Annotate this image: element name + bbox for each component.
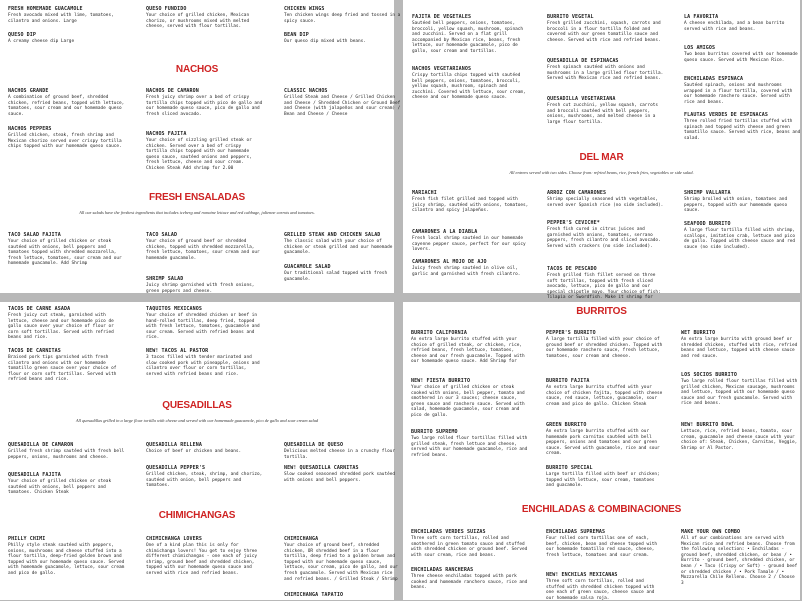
- item-name: QUESADILLA RELLENA: [146, 442, 202, 448]
- menu-item: [546, 330, 664, 359]
- menu-item: [412, 14, 530, 55]
- menu-item: [412, 259, 530, 277]
- item-name: FLAUTAS VERDES DE ESPINACAS: [684, 112, 768, 118]
- item-name: NACHOS VEGETARIANOS: [412, 66, 472, 72]
- item-description: The classic salad with your choice of chicken or steak grilled and our homemade guacamole.: [284, 239, 393, 256]
- item-name: NEW! QUESADILLA CARNITAS: [284, 465, 359, 471]
- menu-page-appetizers: [0, 0, 401, 294]
- menu-item: [146, 442, 264, 455]
- menu-item: [547, 96, 665, 125]
- item-name: QUESO FUNDIDO: [146, 6, 187, 12]
- item-description: An extra large burrito stuffed with your choice of grilled steak, or chicken, rice, refried beans, fresh lettuce, tomatoes, cheese and our fresh guacamole. Topped with our homemade queso sauce. Add Shrimp for: [411, 337, 525, 365]
- item-name: SEAFOOD BURRITO: [684, 221, 731, 227]
- menu-item: [411, 378, 529, 419]
- item-name: ENCHILADAS VERDES SUIZAS: [411, 529, 486, 535]
- menu-item: [684, 112, 802, 141]
- item-name: ENCHILADAS RANCHERAS: [411, 567, 474, 573]
- menu-item: [284, 592, 402, 599]
- item-name: ENCHILADAS SUPREMAS: [546, 529, 606, 535]
- menu-item: [146, 348, 264, 377]
- menu-page-tacos-quesadillas: [0, 302, 398, 600]
- item-name: CHIMICHANGA LOVERS: [146, 536, 202, 542]
- menu-item: [681, 372, 799, 407]
- menu-item: [146, 232, 264, 261]
- item-description: Fresh grilled fish fillet served on three soft tortillas, topped with fresh sliced avocado, lettuce, pico de gallo and our special chipotle mayo. Your choice of fish: Tilapia or Swordfish. Make it shrimp for: [547, 273, 661, 301]
- item-description: Fresh avocado mixed with lime, tomatoes, cilantro and onions. Large: [8, 13, 114, 24]
- item-description: Three soft corn tortillas, rolled and stuffed with shredded chicken topped with one each of green sauce, cheese sauce and our homemade salsa roja.: [546, 579, 655, 601]
- menu-item: [284, 32, 402, 45]
- item-description: Three cheese enchiladas topped with pork cooked and homemade ranchero sauce, rice and beans.: [411, 574, 528, 591]
- item-description: Choice of beef or chicken and beans.: [146, 449, 242, 454]
- section-title-quesadillas: QUESADILLAS: [162, 400, 232, 411]
- item-description: Fresh juicy cut steak, garnished with lettuce, cheese and our homemade pico de gallo sauce over your choice of flour or corn soft tortillas. Served with refried beans and rice.: [8, 313, 114, 341]
- item-name: GRILLED STEAK AND CHICKEN SALAD: [284, 232, 381, 238]
- item-description: Ten chicken wings deep fried and tossed in a spicy sauce.: [284, 13, 401, 24]
- item-name: LOS AMIGOS: [684, 45, 716, 51]
- item-description: Fresh fish cured in citrus juices and garnished with onions, tomatoes, serrano peppers, fresh cilantro and sliced avocado. Served with crackers (no side included).: [547, 227, 661, 249]
- menu-item: [684, 221, 802, 250]
- menu-item: [146, 131, 264, 172]
- item-description: All of our combinations are served with Mexican rice and refried beans. Choose from the following selection: • Enchiladas - ground beef, shredded chicken, or bean / • Burrito - ground beef, shredded chicken, or bean / • Taco (Crispy or Soft) - ground beef or shredded chicken / • Pork Tamale / • Mozzarella Chile Relleno. Choose 2 / Choose 3: [681, 536, 798, 586]
- item-description: A combination of ground beef, shredded chicken, refried beans, topped with lettuce, tomatoes, sour cream and our homemade queso sauce.: [8, 95, 125, 117]
- menu-item: [412, 229, 530, 253]
- menu-item: [546, 529, 664, 558]
- item-description: One of a kind plan this is only for chimichanga lovers! You get to enjoy three different chimichangas - one each of juicy shrimp, ground beef and shredded chicken, topped with our homemade queso sauce and served with rice and refried beans.: [146, 543, 258, 576]
- item-name: TACOS DE CARNITAS: [8, 348, 61, 354]
- item-description: Braised pork tips garnished with fresh cilantro and onions with our homemade tomatillo green sauce over your choice of flour or corn soft tortillas. Served with refried beans and rice.: [8, 355, 117, 383]
- item-name: QUESO DIP: [8, 32, 36, 38]
- item-name: QUESADILLA PEPPER'S: [146, 465, 206, 471]
- item-description: Lettuce, rice, refried beans, tomato, sour cream, guacamole and cheese sauce with your choice of: Steak, Chicken, Carnitas, Veggie, Shrimp or Al Pastor.: [681, 429, 798, 451]
- item-name: BURRITO VEGETAL: [547, 14, 594, 20]
- menu-item: [411, 429, 529, 458]
- item-name: TACO SALAD FAJITA: [8, 232, 61, 238]
- item-name: FRESH HOMEMADE GUACAMOLE: [8, 6, 83, 12]
- item-description: Your choice of ground beef or shredded chicken, topped with shredded mozzarella, fresh lettuce, tomatoes, sour cream and our homemade guacamole.: [146, 239, 260, 261]
- item-description: Two large rolled flour tortillas filled with grilled steak, fresh lettuce and cheese, served with our homemade guacamole, rice and refried beans.: [411, 436, 528, 458]
- item-description: Two large rolled flour tortillas filled with grilled chicken, Mexican sausage, mushrooms and lettuce, topped with our homemade queso sauce and our fresh guacamole. Served with rice and beans.: [681, 379, 798, 407]
- item-name: NEW! FIESTA BURRITO: [411, 378, 471, 384]
- item-description: Your choice of grilled chicken, Mexican chorizo, or mushrooms mixed with melted cheese, served with flour tortillas.: [146, 13, 250, 30]
- item-name: NEW! TACOS AL PASTOR: [146, 348, 209, 354]
- menu-item: [547, 220, 665, 249]
- menu-item: [146, 536, 264, 577]
- item-description: Your choice of shredded chicken or beef in hand-rolled tortillas, deep fried, topped with fresh lettuce, tomatoes, guacamole and sour cream. Served with refried beans and rice.: [146, 313, 260, 341]
- item-description: Three soft corn tortillas, rolled and smothered in green tomato sauce and stuffed with shredded chicken or ground beef. Served with sour cream, rice and beans.: [411, 536, 528, 558]
- item-name: LA FAVORITA: [684, 14, 719, 20]
- menu-item: [146, 6, 264, 30]
- item-description: A large tortilla filled with your choice of ground beef or shredded chicken. Topped with our homemade ranchero sauce, fresh lettuce, tomatoes, sour cream and cheese.: [546, 337, 663, 359]
- menu-item: [284, 442, 402, 460]
- item-name: PHILLY CHIMI: [8, 536, 46, 542]
- menu-item: [8, 88, 126, 117]
- item-description: Fresh fish filet grilled and topped with juicy shrimp, sautéed with onions, tomatoes, cilantro and spicy jalapeños.: [412, 197, 529, 214]
- item-name: BURRITO SPECIAL: [546, 465, 593, 471]
- item-description: Delicious melted cheese in a crunchy flour tortilla.: [284, 449, 396, 460]
- item-description: Fresh local shrimp sautéed in our homemade cayenne pepper sauce, perfect for our spicy lovers.: [412, 236, 526, 253]
- menu-item: [146, 465, 264, 489]
- item-name: NACHOS PEPPERS: [8, 126, 52, 132]
- item-name: SHRIMP VALLARTA: [684, 190, 731, 196]
- menu-item: [284, 264, 402, 282]
- menu-item: [284, 536, 402, 582]
- menu-item: [146, 276, 264, 294]
- menu-item: [284, 465, 402, 483]
- menu-item: [411, 529, 529, 558]
- item-name: QUESADILLA VEGETARIANA: [547, 96, 616, 102]
- item-name: BURRITO CALIFORNIA: [411, 330, 467, 336]
- menu-item: [547, 266, 665, 301]
- item-description: Philly style steak sautéed with peppers, onions, mushrooms and cheese stuffed into a flour tortilla, deep-fried golden brown and topped with our homemade queso sauce. Served with homemade guacamole, lettuce, sour cream and pico de gallo.: [8, 543, 125, 576]
- item-description: Juicy shrimp garnished with fresh onions, green peppers and cheese.: [146, 283, 255, 294]
- item-description: Fresh spinach sautéed with onions and mushrooms in a large grilled flour tortilla. Served with Mexican rice and refried beans.: [547, 65, 664, 82]
- section-title-nachos: NACHOS: [175, 64, 219, 75]
- item-description: Grilled fresh shrimp sautéed with fresh bell peppers, onions, mushrooms and cheese.: [8, 449, 125, 460]
- item-description: Our traditional salad topped with fresh guacamole.: [284, 271, 388, 282]
- menu-item: [8, 442, 126, 460]
- item-name: CHIMICHANGA: [284, 536, 319, 542]
- item-name: GUACAMOLE SALAD: [284, 264, 331, 270]
- menu-item: [412, 66, 530, 101]
- menu-page-burritos-enchiladas: [403, 302, 800, 600]
- item-description: Shrimp specially seasoned with vegetables, served over Spanish rice (no side included).: [547, 197, 664, 208]
- item-description: An extra large burrito stuffed with our homemade pork carnitas sautéed with bell peppers, onions and tomatoes and our green sauce. Served with guacamole, rice and sour cream.: [546, 429, 660, 457]
- menu-item: [411, 330, 529, 365]
- menu-item: [284, 232, 402, 256]
- item-name: WET BURRITO: [681, 330, 716, 336]
- item-name: QUESADILLA FAJITA: [8, 472, 61, 478]
- item-description: Crispy tortilla chips topped with sautéed bell peppers, onions, tomatoes, broccoli, yellow squash, mushroom, spinach and zucchini. Covered with lettuce, sour cream, cheese and our homemade queso sauce.: [412, 73, 526, 101]
- item-name: SHRIMP SALAD: [146, 276, 184, 282]
- item-description: Four rolled corn tortillas one of each, beef, chicken, bean and cheese topped with our homemade tomatillo red sauce, cheese, fresh lettuce, tomatoes and sour cream.: [546, 536, 658, 558]
- item-name: QUESADILLA DE QUESO: [284, 442, 344, 448]
- item-name: CLASSIC NACHOS: [284, 88, 328, 94]
- menu-item: [546, 378, 664, 407]
- item-name: NEW! BURRITO BOWL: [681, 422, 734, 428]
- item-name: NACHOS FAJITA: [146, 131, 187, 137]
- menu-item: [8, 348, 126, 383]
- item-name: TACOS DE PESCADO: [547, 266, 597, 272]
- item-description: A creamy cheese dip Large: [8, 39, 75, 44]
- item-description: Grilled chicken, steak, fresh shrimp and Mexican chorizo served over crispy tortilla chips topped with our homemade queso sauce.: [8, 133, 122, 150]
- item-description: Your choice of grilled chicken or steak sautéed with onions, bell peppers and tomatoes topped with shredded mozzarella, fresh lettuce, tomatoes, sour cream and our homemade guacamole. Add Shrimp: [8, 239, 122, 267]
- item-name: CAMARONES AL MOJO DE AJO: [412, 259, 487, 265]
- menu-item: [681, 529, 799, 586]
- section-title-del-mar: DEL MAR: [579, 152, 624, 163]
- section-title-chimichangas: CHIMICHANGAS: [158, 510, 236, 521]
- section-subtitle: All entrees served with two sides. Choose from: refried beans, rice, french fries, vegetables or side salad.: [509, 170, 694, 175]
- item-name: QUESADILLA DE CAMARON: [8, 442, 74, 448]
- item-name: CHIMICHANGA TAPATIO: [284, 592, 344, 598]
- item-name: PEPPER'S CEVICHE*: [547, 220, 600, 226]
- item-description: Grilled chicken, steak, shrimp, and chorizo, sautéed with onion, bell peppers and tomatoes.: [146, 472, 263, 489]
- item-description: Two bean burritos covered with our homemade queso sauce. Served with Mexican Rice.: [684, 52, 798, 63]
- item-name: TACOS DE CARNE ASADA: [8, 306, 71, 312]
- item-name: FAJITA DE VEGETALES: [412, 14, 472, 20]
- item-description: Sautéed bell peppers, onions, tomatoes, broccoli, yellow squash, mushroom, spinach and zucchini. Served on a flat grill accompanied by Mexican rice, beans, fresh lettuce, our homemade guacamole, pico de gallo, sour cream and tortillas.: [412, 21, 524, 54]
- item-description: Shrimp broiled with onion, tomatoes and peppers, topped with our homemade queso sauce.: [684, 197, 788, 214]
- menu-item: [547, 190, 665, 208]
- menu-item: [681, 422, 799, 451]
- menu-item: [284, 6, 402, 24]
- item-description: Our queso dip mixed with beans.: [284, 39, 366, 44]
- item-name: BURRITO FAJITA: [546, 378, 590, 384]
- item-description: Large tortilla filled with beef or chicken; topped with lettuce, sour cream, tomatoes and guacamole.: [546, 472, 660, 489]
- item-description: A large flour tortilla filled with shrimp, scallops, imitation crab, lettuce and pico de gallo. Topped with cheese sauce and red sauce (no side included).: [684, 228, 796, 250]
- menu-item: [547, 14, 665, 43]
- section-title-ensaladas: FRESH ENSALADAS: [149, 192, 245, 203]
- item-description: Fresh cut zucchini, yellow squash, carrots and broccoli sautéed with bell peppers, onions, mushrooms, and melted cheese in a large flour tortilla.: [547, 103, 659, 125]
- item-name: BEAN DIP: [284, 32, 309, 38]
- menu-item: [146, 88, 264, 117]
- item-description: A cheese enchilada, and a bean burrito served with rice and beans.: [684, 21, 785, 32]
- menu-item: [411, 567, 529, 591]
- menu-item: [412, 190, 530, 214]
- menu-item: [8, 232, 126, 267]
- item-name: TACO SALAD: [146, 232, 178, 238]
- menu-item: [8, 6, 126, 24]
- item-name: ARROZ CON CAMARONES: [547, 190, 607, 196]
- item-name: NACHOS DE CAMARON: [146, 88, 199, 94]
- menu-item: [681, 330, 799, 359]
- item-description: 3 tacos filled with tender marinated and slow cooked pork with pineapple, onions and cilantro over flour or corn tortillas, served with refried beans and rice.: [146, 355, 260, 377]
- menu-item: [684, 45, 802, 63]
- menu-item: [146, 306, 264, 341]
- item-name: NEW! ENCHILAS MEXICANAS: [546, 572, 618, 578]
- item-description: Fresh grilled zucchini, squash, carrots and broccoli in a flour tortilla folded and covered with our green tomatillo sauce and cheese. Served with rice and refried beans.: [547, 21, 661, 43]
- item-name: MARIACHI: [412, 190, 437, 196]
- item-description: Fresh juicy shrimp over a bed of crispy tortilla chips topped with pico de gallo and our homemade queso sauce, pico de gallo and fresh sliced avocado.: [146, 95, 263, 117]
- menu-item: [684, 14, 802, 32]
- item-description: An extra large burrito with ground beef or shredded chicken, stuffed with rice, refried beans and lettuce, topped with cheese sauce and red sauce.: [681, 337, 798, 359]
- item-description: Juicy fresh shrimp sautéed in olive oil, garlic and garnished with fresh cilantro.: [412, 266, 521, 277]
- menu-item: [8, 32, 126, 45]
- menu-item: [8, 472, 126, 496]
- item-description: Your choice of grilled chicken or steak cooked with onions, bell pepper, tomato and smothered in our 3 sauces; cheese sauce, green sauce and ranchero sauce. Served with salad, homemade guacamole, sour cream and pico de gallo.: [411, 385, 525, 418]
- item-name: CHICKEN WINGS: [284, 6, 325, 12]
- item-description: Three rolled fried tortillas stuffed with spinach and topped with cheese and green tomatillo sauce. Served with rice, beans and salad.: [684, 119, 801, 141]
- item-name: ENCHILADAS ESPINACA: [684, 76, 744, 82]
- item-description: An extra large burrito stuffed with your choice of chicken fajita, topped with cheese sauce, red sauce, lettuce, guacamole, sour cream and pico de gallo. Chicken Steak: [546, 385, 663, 407]
- item-name: BURRITO SUPREMO: [411, 429, 458, 435]
- item-description: Grilled Steak and Cheese / Grilled Chicken and Cheese / Shredded Chicken or Ground Beef and Cheese (with jalapeños and sour cream) / Bean and Cheese / Cheese: [284, 95, 401, 117]
- item-description: Your choice of ground beef, shredded chicken, OR shredded beef in a flour tortilla, deep fried to a golden brown and topped with our homemade queso sauce, lettuce, sour cream, pico de gallo, and our fresh guacamole. Served with Mexican rice and refried beans. / Grilled Steak / Shrimp: [284, 543, 398, 582]
- item-description: Sautéed spinach, onions and mushrooms wrapped in a flour tortilla, covered with our homemade ranchero sauce. Served with rice and beans.: [684, 83, 793, 105]
- menu-item: [684, 76, 802, 105]
- section-subtitle: All quesadillas grilled in a large flour tortilla with cheese and served with our homemade guacamole, pico de gallo and sour cream salad: [75, 418, 319, 423]
- item-description: Your choice of grilled chicken or steak sautéed with onions, bell peppers and tomatoes. Chicken Steak: [8, 479, 112, 496]
- item-name: CAMARONES A LA DIABLA: [412, 229, 478, 235]
- item-name: QUESADILLA DE ESPINACAS: [547, 58, 619, 64]
- item-name: LOS SOCIOS BURRITO: [681, 372, 737, 378]
- menu-item: [684, 190, 802, 214]
- item-name: GREEN BURRITO: [546, 422, 587, 428]
- section-title-enchiladas: ENCHILADAS & COMBINACIONES: [521, 504, 682, 515]
- item-name: NACHOS GRANDE: [8, 88, 49, 94]
- item-name: TAQUITOS MEXICANOS: [146, 306, 202, 312]
- menu-page-vegetarian-seafood: [403, 0, 801, 301]
- section-title-burritos: BURRITOS: [576, 306, 627, 317]
- item-name: MAKE YOUR OWN COMBO: [681, 529, 741, 535]
- menu-item: [8, 126, 126, 150]
- menu-item: [546, 465, 664, 489]
- section-subtitle: All our salads have the freshest ingredients that includes iceberg and romaine lettuce and red cabbage, julienne carrots and tomatoes.: [79, 210, 315, 215]
- item-name: PEPPER'S BURRITO: [546, 330, 596, 336]
- menu-item: [8, 306, 126, 341]
- menu-item: [546, 422, 664, 457]
- item-description: Your choice of sizzling grilled steak or chicken. Served over a bed of crispy tortilla chips topped with our homemade queso sauce, sautéed onions and peppers, fresh lettuce, cheese and sour cream. Chicken Steak Add shrimp for 2.00: [146, 138, 252, 171]
- menu-item: [547, 58, 665, 82]
- menu-item: [8, 536, 126, 577]
- menu-item: [284, 88, 402, 117]
- item-description: Slow cooked seasoned shredded pork sautéed with onions and bell peppers.: [284, 472, 396, 483]
- menu-item: [546, 572, 664, 601]
